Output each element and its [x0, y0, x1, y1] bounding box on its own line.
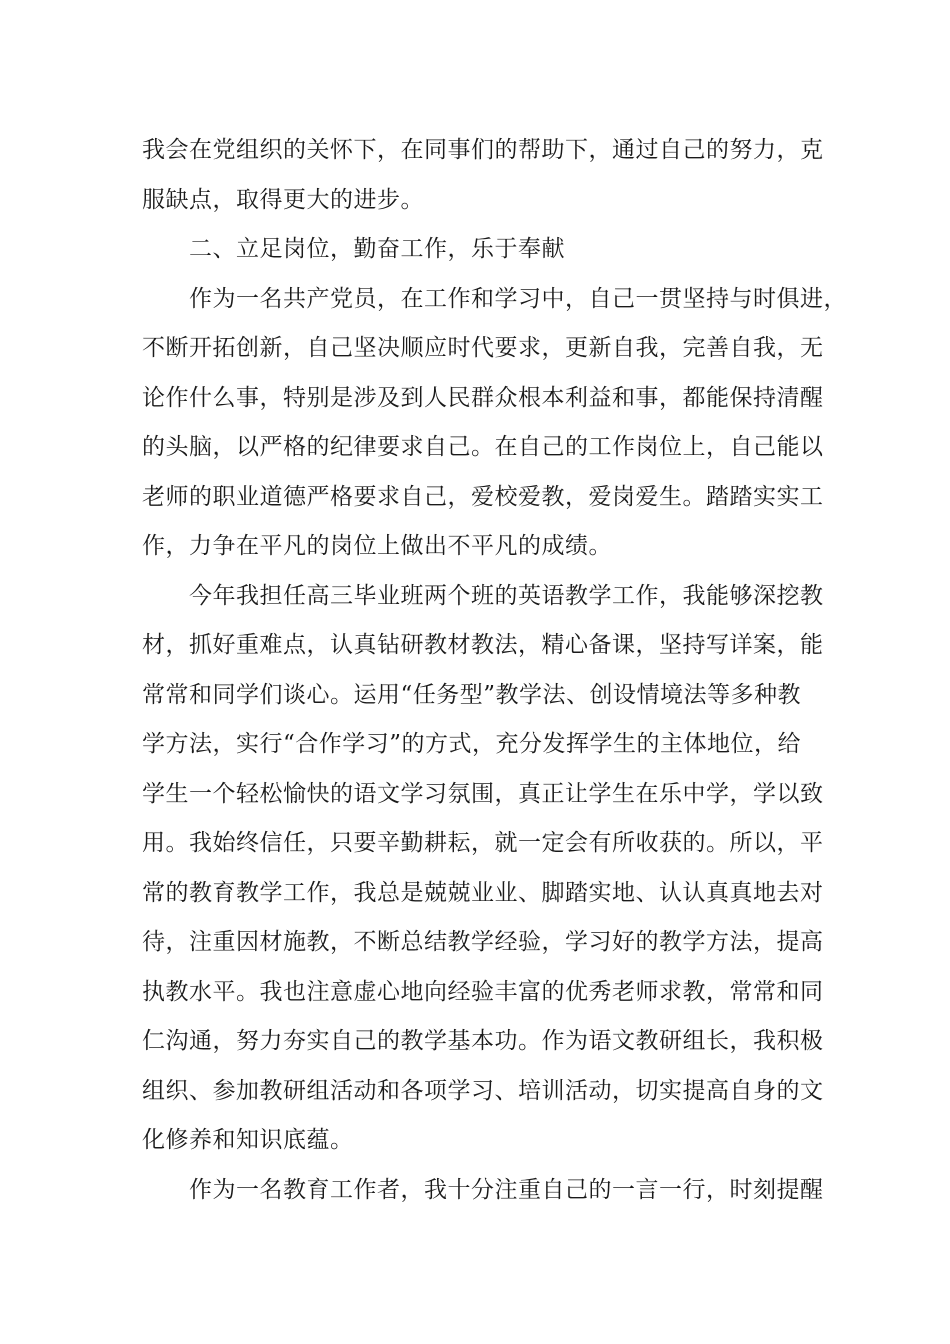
text-line: 服缺点，取得更大的进步。 [142, 186, 424, 213]
text-line: 作为一名共产党员，在工作和学习中，自己一贯坚持与时俱进， [142, 285, 847, 312]
text-line: 执教水平。我也注意虚心地向经验丰富的优秀老师求教，常常和同 [142, 978, 824, 1005]
text-line: 老师的职业道德严格要求自己，爱校爱教，爱岗爱生。踏踏实实工 [142, 483, 824, 510]
text-line: 组织、参加教研组活动和各项学习、培训活动，切实提高自身的文 [142, 1077, 824, 1104]
text-line: 待，注重因材施教，不断总结教学经验，学习好的教学方法，提高 [142, 929, 824, 955]
text-line: 论作什么事，特别是涉及到人民群众根本利益和事，都能保持清醒 [142, 384, 824, 411]
text-line: 作为一名教育工作者，我十分注重自己的一言一行，时刻提醒 [142, 1176, 824, 1203]
text-line: 材，抓好重难点，认真钻研教材教法，精心备课，坚持写详案，能 [142, 632, 824, 658]
text-line: 不断开拓创新，自己坚决顺应时代要求，更新自我，完善自我，无 [142, 335, 824, 361]
document-body [142, 126, 847, 1215]
text-line: 我会在党组织的关怀下，在同事们的帮助下，通过自己的努力，克 [142, 137, 824, 163]
text-line: 的头脑，以严格的纪律要求自己。在自己的工作岗位上，自己能以 [142, 434, 824, 460]
text-line: 学方法，实行“合作学习”的方式，充分发挥学生的主体地位，给 [142, 731, 802, 757]
text-line: 用。我始终信任，只要辛勤耕耘，就一定会有所收获的。所以，平 [142, 830, 824, 856]
text-line: 仁沟通，努力夯实自己的教学基本功。作为语文教研组长，我积极 [142, 1028, 824, 1054]
text-line: 作，力争在平凡的岗位上做出不平凡的成绩。 [142, 533, 612, 559]
text-line: 常的教育教学工作，我总是兢兢业业、脚踏实地、认认真真地去对 [142, 879, 824, 906]
text-line: 常常和同学们谈心。运用“任务型”教学法、创设情境法等多种教 [142, 681, 802, 708]
section-heading: 二、立足岗位，勤奋工作，乐于奉献 [142, 236, 565, 262]
text-line: 学生一个轻松愉快的语文学习氛围，真正让学生在乐中学，学以致 [142, 780, 824, 807]
text-line: 今年我担任高三毕业班两个班的英语教学工作，我能够深挖教 [142, 582, 824, 609]
text-line: 化修养和知识底蕴。 [142, 1127, 354, 1153]
